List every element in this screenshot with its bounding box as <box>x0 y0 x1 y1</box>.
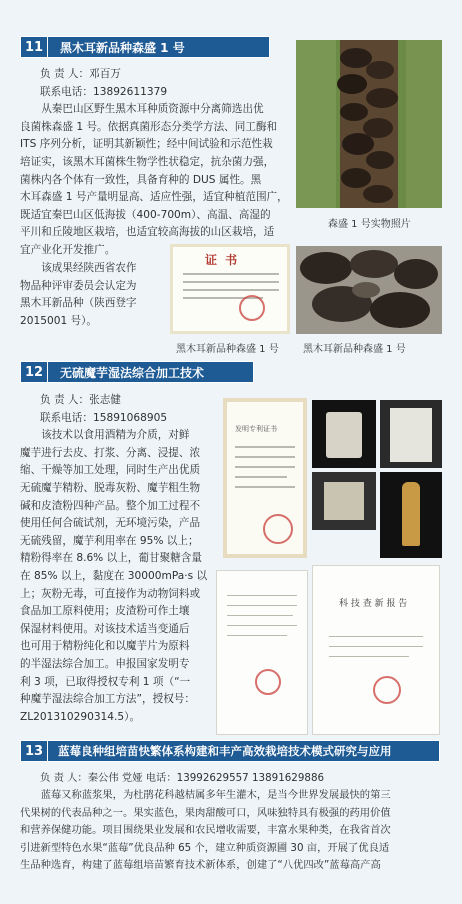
section-13-line: 蓝莓又称蓝浆果，为杜鹃花科越桔属多年生灌木，是当今世界发展最快的第三 <box>40 789 391 802</box>
mushroom-closeup-image <box>296 246 442 334</box>
caption-mushroom: 黑木耳新品种森盛 1 号 <box>303 344 406 355</box>
section-13-person: 负 责 人：秦公伟 党娅 电话：13992629557 13891629886 <box>40 772 325 784</box>
section-13-number: 13 <box>20 740 48 762</box>
section-11-line: 木耳森盛 1 号产量明显高、适应性强，适宜种植范围广， <box>20 191 288 204</box>
section-12-text <box>20 392 216 726</box>
section-12-line: 也可用于精粉纯化和以魔芋片为原料 <box>20 640 190 653</box>
section-12-line: 缩、干燥等加工处理，同时生产出优质 <box>20 464 201 477</box>
certificate-text-line <box>183 281 279 283</box>
certificate-text-line <box>183 289 279 291</box>
section-12-line: 利 3 项，已取得授权专利 1 项（“一 <box>20 675 191 688</box>
sensheng-photo <box>296 40 442 208</box>
certificate-text-line <box>183 273 279 275</box>
product-jar-shape <box>326 412 362 458</box>
patent-seal <box>263 514 293 544</box>
patent-certificate-title: 发明专利证书 <box>235 425 277 433</box>
section-11-line: 从秦巴山区野生黑木耳种质资源中分离筛选出优 <box>41 103 264 116</box>
patent-page-line <box>227 635 287 636</box>
product-bag-shape <box>390 408 432 462</box>
section-12-person: 负 责 人：张志健 <box>40 394 121 406</box>
mushroom-closeup-art <box>296 246 442 334</box>
section-11-line: 培证实，该黑木耳菌株生物学性状稳定，抗杂菌力强， <box>20 155 275 168</box>
section-12-number: 12 <box>20 361 48 383</box>
product-photo-jar <box>312 400 376 468</box>
patent-text-line <box>235 486 295 488</box>
section-12-line: 无硫残留，魔芋利用率在 95% 以上； <box>20 534 199 547</box>
section-11-line: 既适宜秦巴山区低海拔（400-700m）、高温、高湿的 <box>20 208 271 221</box>
section-13-header <box>20 740 440 762</box>
patent-page-line <box>227 615 293 616</box>
patent-text-line <box>235 456 295 458</box>
section-12-line: 精粉得率在 8.6% 以上，葡甘聚糖含量 <box>20 552 202 565</box>
certificate-seal <box>239 295 265 321</box>
section-11-header <box>20 36 270 58</box>
report-text-line <box>329 656 409 657</box>
patent-page-line <box>227 595 297 596</box>
section-11-text <box>20 66 288 260</box>
section-12-title: 无硫魔芋湿法综合加工技术 <box>48 361 254 383</box>
caption-sensheng-photo: 森盛 1 号实物照片 <box>328 219 411 230</box>
section-12-line: 使用任何合硫试剂，无环境污染，产品 <box>20 517 201 530</box>
section-11-line: 物品种评审委员会认定为 <box>20 279 137 292</box>
product-powder-shape <box>324 482 364 520</box>
section-12-line: ZL201310290314.5）。 <box>20 710 141 723</box>
sensheng-photo-art <box>296 40 442 208</box>
section-11-line: 黑木耳新品种（陕西登字 <box>20 297 137 310</box>
section-11-phone: 联系电话：13892611379 <box>40 85 168 98</box>
novelty-report-title: 科 技 查 新 报 告 <box>339 599 408 609</box>
section-12-line: 种魔芋湿法综合加工方法”，授权号： <box>20 693 195 706</box>
report-text-line <box>329 646 423 647</box>
product-photo-powder <box>312 472 376 530</box>
report-text-line <box>329 636 423 637</box>
section-11-text-2 <box>20 260 165 330</box>
section-13-line: 代果树的代表品种之一。果实蓝色，果肉甜酸可口，风味独特具有极强的药用价值 <box>20 806 391 819</box>
section-13-title: 蓝莓良种组培苗快繁体系构建和丰产高效栽培技术模式研究与应用 <box>48 740 440 762</box>
section-12-line: 魔芋进行去皮、打浆、分离、浸提、浓 <box>20 446 201 459</box>
section-11-title: 黑木耳新品种森盛 1 号 <box>48 36 270 58</box>
section-11-line: 2015001 号）。 <box>20 314 98 327</box>
section-13-line: 和营养保健功能。项目围绕果业发展和农民增收需要，丰富水果种类，在我省首次 <box>20 824 391 837</box>
patent-text-line <box>235 476 287 478</box>
section-13-line: 生品种选育，构建了蓝莓组培苗繁育技术新体系，创建了“八优四改”蓝莓高产高 <box>20 859 381 872</box>
section-12-line: 碱和皮渣粉四种产品。整个加工过程不 <box>20 499 201 512</box>
section-11-line: 菌株内各个体有一致性，具备育种的 DUS 属性。黑 <box>20 173 262 186</box>
section-11-line: ITS 序列分析，证明其新颖性；经中间试验和示范性栽 <box>20 138 273 151</box>
certificate-title: 证 书 <box>205 253 240 267</box>
section-13-line: 引进新型特色水果“蓝莓”优良品种 65 个，建立种质资源圃 30 亩，开展了优良适 <box>20 841 390 854</box>
certificate-image <box>170 244 290 334</box>
section-11-line: 宜产业化开发推广。 <box>20 243 116 256</box>
section-11-line: 该成果经陕西省农作 <box>41 262 137 274</box>
section-12-line: 的半湿法综合加工。申报国家发明专 <box>20 657 190 670</box>
section-12-line: 保湿材料使用。对该技术适当变通后 <box>20 622 190 635</box>
patent-page-line <box>227 605 297 606</box>
section-12-line: 该技术以食用酒精为介质，对鲜 <box>41 429 190 442</box>
section-12-line: 食品加工原料使用；皮渣粉可作土壤 <box>20 605 190 618</box>
section-11-line: 平川和丘陵地区栽培，也适宜较高海拔的山区栽培，适 <box>20 226 275 239</box>
section-12-line: 在 85% 以上，黏度在 30000mPa·s 以 <box>20 569 208 582</box>
patent-certificate-image <box>223 398 307 558</box>
section-11-person: 负 责 人：邓百万 <box>40 68 121 80</box>
section-12-phone: 联系电话：15891068905 <box>40 411 168 424</box>
patent-document-page <box>216 570 308 735</box>
section-11-number: 11 <box>20 36 48 58</box>
patent-page-seal <box>255 669 281 695</box>
novelty-report-image <box>312 565 440 735</box>
section-12-header <box>20 361 254 383</box>
section-11-line: 良菌株森盛 1 号。依据真菌形态分类学方法、同工酶和 <box>20 120 278 133</box>
patent-text-line <box>235 446 295 448</box>
product-bottle-shape <box>402 482 420 546</box>
product-photo-bottle <box>380 472 442 558</box>
patent-page-line <box>227 625 297 626</box>
section-12-line: 上；灰粉无毒，可直接作为动物饲料或 <box>20 587 201 600</box>
section-13-text <box>20 770 450 874</box>
report-seal <box>373 676 401 704</box>
caption-certificate: 黑木耳新品种森盛 1 号 <box>176 344 279 355</box>
section-12-line: 无硫魔芋精粉、脱毒灰粉、魔芋粗生物 <box>20 481 201 494</box>
patent-text-line <box>235 466 295 468</box>
product-photo-bag <box>380 400 442 468</box>
